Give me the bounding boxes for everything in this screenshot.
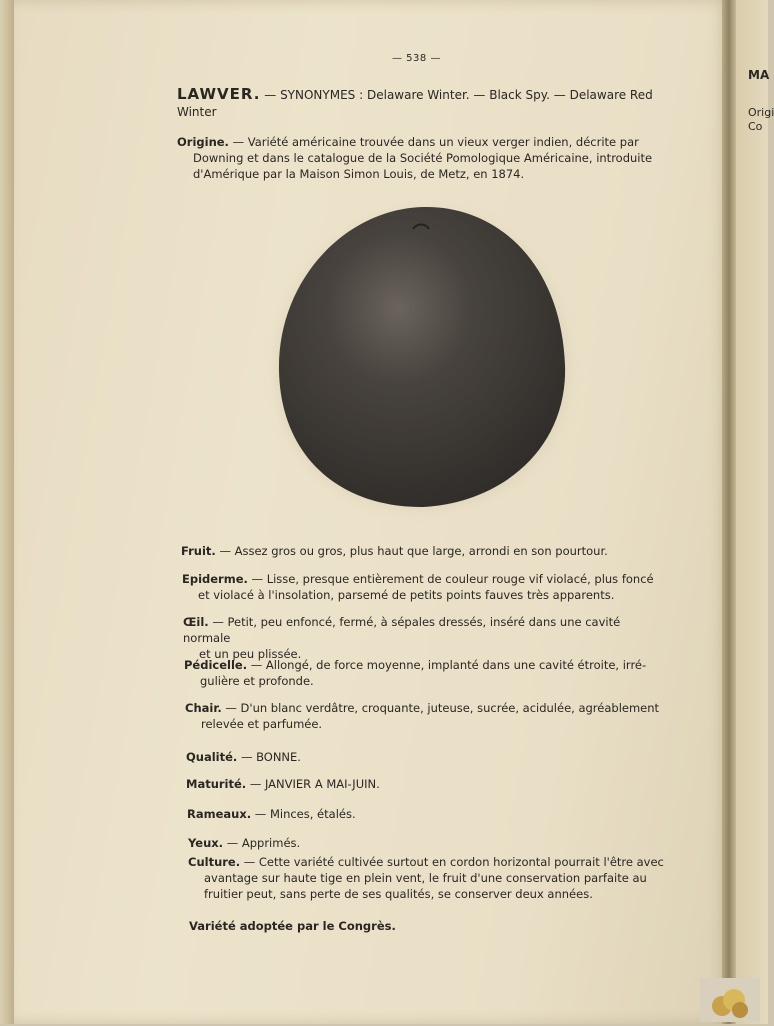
epiderme-section (182, 571, 664, 603)
origin-label: Origine. (177, 135, 229, 149)
apple-illustration (273, 203, 571, 513)
maturite-text: — JANVIER A MAI-JUIN. (249, 777, 380, 791)
epiderme-label: Epiderme. (182, 572, 248, 586)
next-page-heading: MA (748, 68, 770, 82)
culture-text: avantage sur haute tige en plein vent, le fruit d'une conservation parfaite au (204, 871, 647, 885)
qualite-label: Qualité. (186, 750, 238, 764)
origin-text: d'Amérique par la Maison Simon Louis, de Metz, en 1874. (193, 167, 525, 181)
next-page-text-line: Origi (748, 106, 774, 119)
corner-thumbnail-image (700, 978, 760, 1022)
book-gutter (722, 0, 736, 1024)
synonyms-label: — SYNONYMES : (264, 88, 364, 102)
next-page-edge (736, 0, 774, 1024)
epiderme-text: et violacé à l'insolation, parsemé de petits points fauves très apparents. (198, 588, 615, 602)
synonyms-text: Delaware Winter. — Black Spy. — Delaware Red Winter (177, 88, 653, 119)
fruit-label: Fruit. (181, 544, 216, 558)
rameaux-label: Rameaux. (187, 807, 252, 821)
culture-label: Culture. (188, 855, 241, 869)
maturite-section (186, 776, 668, 792)
fruit-section (181, 543, 663, 559)
culture-text: fruitier peut, sans perte de ses qualités, se conserver deux années. (204, 887, 593, 901)
yeux-label: Yeux. (188, 836, 224, 850)
oeil-label: Œil. (183, 615, 209, 629)
oeil-text: et un peu plissée. (199, 647, 302, 661)
apple-shape (279, 207, 565, 507)
rameaux-section (187, 806, 669, 822)
chair-section (185, 700, 667, 732)
next-page-text-line: Co (748, 120, 763, 133)
yeux-section (188, 835, 670, 851)
origin-text: Downing et dans le catalogue de la Société Pomologique Américaine, introduite (193, 151, 653, 165)
qualite-section (186, 749, 668, 765)
rameaux-text: — Minces, étalés. (254, 807, 356, 821)
epiderme-text: — Lisse, presque entièrement de couleur rouge vif violacé, plus foncé (251, 572, 654, 586)
origin-paragraph (177, 134, 659, 182)
pedicelle-label: Pédicelle. (184, 658, 248, 672)
origin-text: — Variété américaine trouvée dans un vieux verger indien, décrite par (232, 135, 639, 149)
pedicelle-text: — Allongé, de force moyenne, implanté dans une cavité étroite, irré- (250, 658, 647, 672)
maturite-label: Maturité. (186, 777, 247, 791)
chair-text: relevée et parfumée. (201, 717, 323, 731)
pedicelle-section (184, 657, 666, 689)
qualite-text: — BONNE. (240, 750, 301, 764)
culture-text: — Cette variété cultivée surtout en cordon horizontal pourrait l'être avec (243, 855, 664, 869)
yeux-text: — Apprimés. (226, 836, 301, 850)
page-number: — 538 — (392, 53, 441, 64)
pedicelle-text: gulière et profonde. (200, 674, 314, 688)
oeil-section (183, 614, 665, 662)
chair-text: — D'un blanc verdâtre, croquante, juteuse, sucrée, acidulée, agréablement (225, 701, 660, 715)
entry-heading (177, 86, 657, 121)
variety-name: LAWVER. (177, 85, 261, 103)
chair-label: Chair. (185, 701, 222, 715)
culture-section (188, 854, 666, 902)
fruit-text: — Assez gros ou gros, plus haut que large, arrondi en son pourtour. (219, 544, 608, 558)
fruit-thumbnail-icon (700, 978, 760, 1022)
oeil-text: — Petit, peu enfoncé, fermé, à sépales dressés, inséré dans une cavité normale (183, 615, 621, 645)
congress-adoption-note: Variété adoptée par le Congrès. (189, 919, 396, 933)
